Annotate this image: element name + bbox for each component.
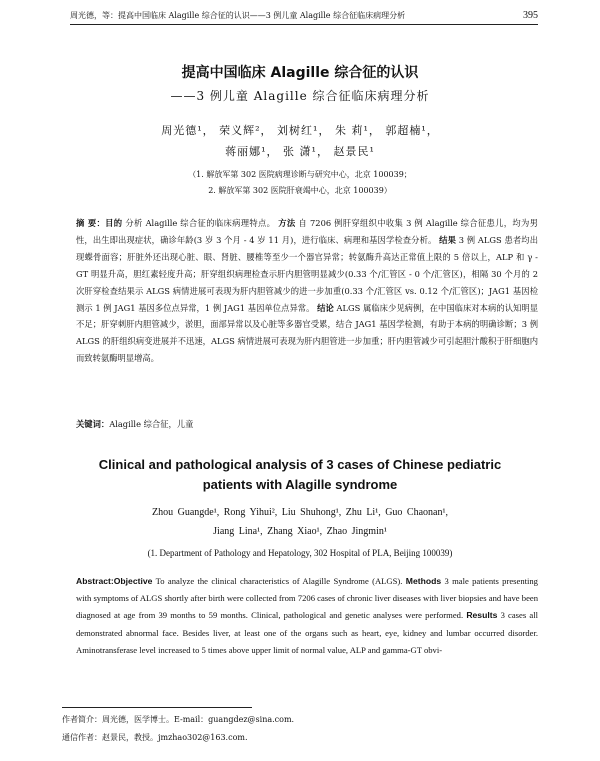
footnote-author-intro: 作者简介：周光德，医学博士。E-mail：guangdez@sina.com.: [62, 715, 295, 724]
running-header-text: 周光德，等：提高中国临床 Alagille 综合征的认识——3 例儿童 Alagille 综合征临床病理分析: [70, 11, 406, 20]
conclusion-label: 结论: [317, 302, 334, 313]
objective-text: 分析 Alagille 综合征的临床病理特点。: [125, 218, 276, 228]
chinese-affiliation-2: 2. 解放军第 302 医院肝衰竭中心，北京 100039）: [208, 186, 392, 195]
keywords-text: Alagille 综合征，儿童: [109, 419, 194, 429]
chinese-subtitle: ——3 例儿童 Alagille 综合征临床病理分析: [170, 89, 430, 103]
chinese-authors-line2: 蒋丽娜¹， 张 潇¹， 赵景民¹: [225, 145, 375, 158]
english-title: [0, 455, 600, 495]
method-text: 自 7206 例肝穿组织中收集 3 例 Alagille 综合征患儿，均为男性，出生即出现症状，确诊年龄(3 岁 3 个月 - 4 岁 11 月)，进行临床、病理和基因学检查分析。: [76, 218, 538, 245]
footnote-divider: [62, 707, 252, 708]
chinese-affiliation-1: （1. 解放军第 302 医院病理诊断与研究中心，北京 100039；: [188, 170, 412, 179]
en-method-text: 3 male patients presenting with symptoms of ALGS shortly after birth were collected from 7206 cases of chronic liver diseases with liver biopsies and have been diagnosed at age from 39 months to 59 months. Clinical, pathological and genetic analyses were performed.: [76, 576, 538, 621]
english-authors-line2: Jiang Lina¹, Zhang Xiao¹, Zhao Jingmin¹: [213, 526, 387, 537]
page-number: 395: [523, 10, 538, 21]
conclusion-text: ALGS 属临床少见病例，在中国临床对本病的认知明显不足；肝穿刺肝内胆管减少，淤胆，面部异常以及心脏等多器官受累，结合 JAG1 基因学检测，有助于本病的明确诊断；3 例 ALGS 的肝组织病变进展并不迅速，ALGS 病情进展可表现为肝内胆管进一步加重；肝内胆管减少可引起胆汁酸积于肝细胞内而致转氨酶明显增高。: [76, 302, 538, 364]
english-abstract: [76, 573, 538, 659]
en-method-label: Methods: [405, 576, 442, 586]
result-text: 3 例 ALGS 患者均出现蝶骨面容；肝脏外还出现心脏、眼、肾脏、腰椎等至少一个器官异常；转氨酶升高达正常值上限的 5 倍以上，ALP 和 γ - GT 明显升高，胆红素轻度升高；肝穿组织病理检查示肝内胆管明显减少(0.33 个/汇管区 - 0 个/汇管区)，相隔 30 个月的 2 次肝穿检查结果示 ALGS 病情进展可表现为肝内胆管减少的进一步加重(0.33 个/汇管区 vs. 0.12 个/汇管区)；JAG1 基因检测示 1 例 JAG1 基因多位点异常，1 例 JAG1 基因单位点异常。: [76, 234, 538, 313]
english-authors-line1: Zhou Guangde¹, Rong Yihui², Liu Shuhong¹, Zhu Li¹, Guo Chaonan¹,: [152, 507, 448, 518]
english-affiliation: (1. Department of Pathology and Hepatology, 302 Hospital of PLA, Beijing 100039): [147, 548, 453, 558]
chinese-authors-line1: 周光德¹， 荣义辉²， 刘树红¹， 朱 莉¹， 郭超楠¹，: [161, 124, 439, 137]
chinese-title: 提高中国临床 Alagille 综合征的认识: [181, 65, 419, 81]
keywords-label: 关键词：: [76, 419, 110, 429]
chinese-abstract: [76, 215, 538, 367]
objective-label: 目的: [105, 218, 123, 228]
abstract-label: 摘 要：: [76, 218, 106, 228]
english-title-line1: Clinical and pathological analysis of 3 cases of Chinese pediatric: [98, 457, 502, 472]
footnote-corresponding: 通信作者：赵景民，教授。jmzhao302@163.com.: [62, 733, 248, 742]
en-abstract-label: Abstract:: [76, 576, 114, 586]
chinese-keywords: [76, 418, 193, 430]
method-label: 方法: [278, 218, 296, 228]
en-result-text: 3 cases all demonstrated abnormal face. Besides liver, at least one of the organs such as heart, eye, kidney and lumbar occurred disorder. Aminotransferase level increased to 5 times above upper limit of normal value, ALP and gamma-GT obvi-: [76, 610, 538, 655]
en-objective-label: Objective: [113, 576, 153, 586]
en-objective-text: To analyze the clinical characteristics of Alagille Syndrome (ALGS).: [155, 576, 403, 586]
english-title-line2: patients with Alagille syndrome: [202, 477, 398, 492]
running-header: [70, 10, 538, 25]
en-result-label: Results: [466, 610, 498, 621]
result-label: 结果: [439, 234, 456, 245]
